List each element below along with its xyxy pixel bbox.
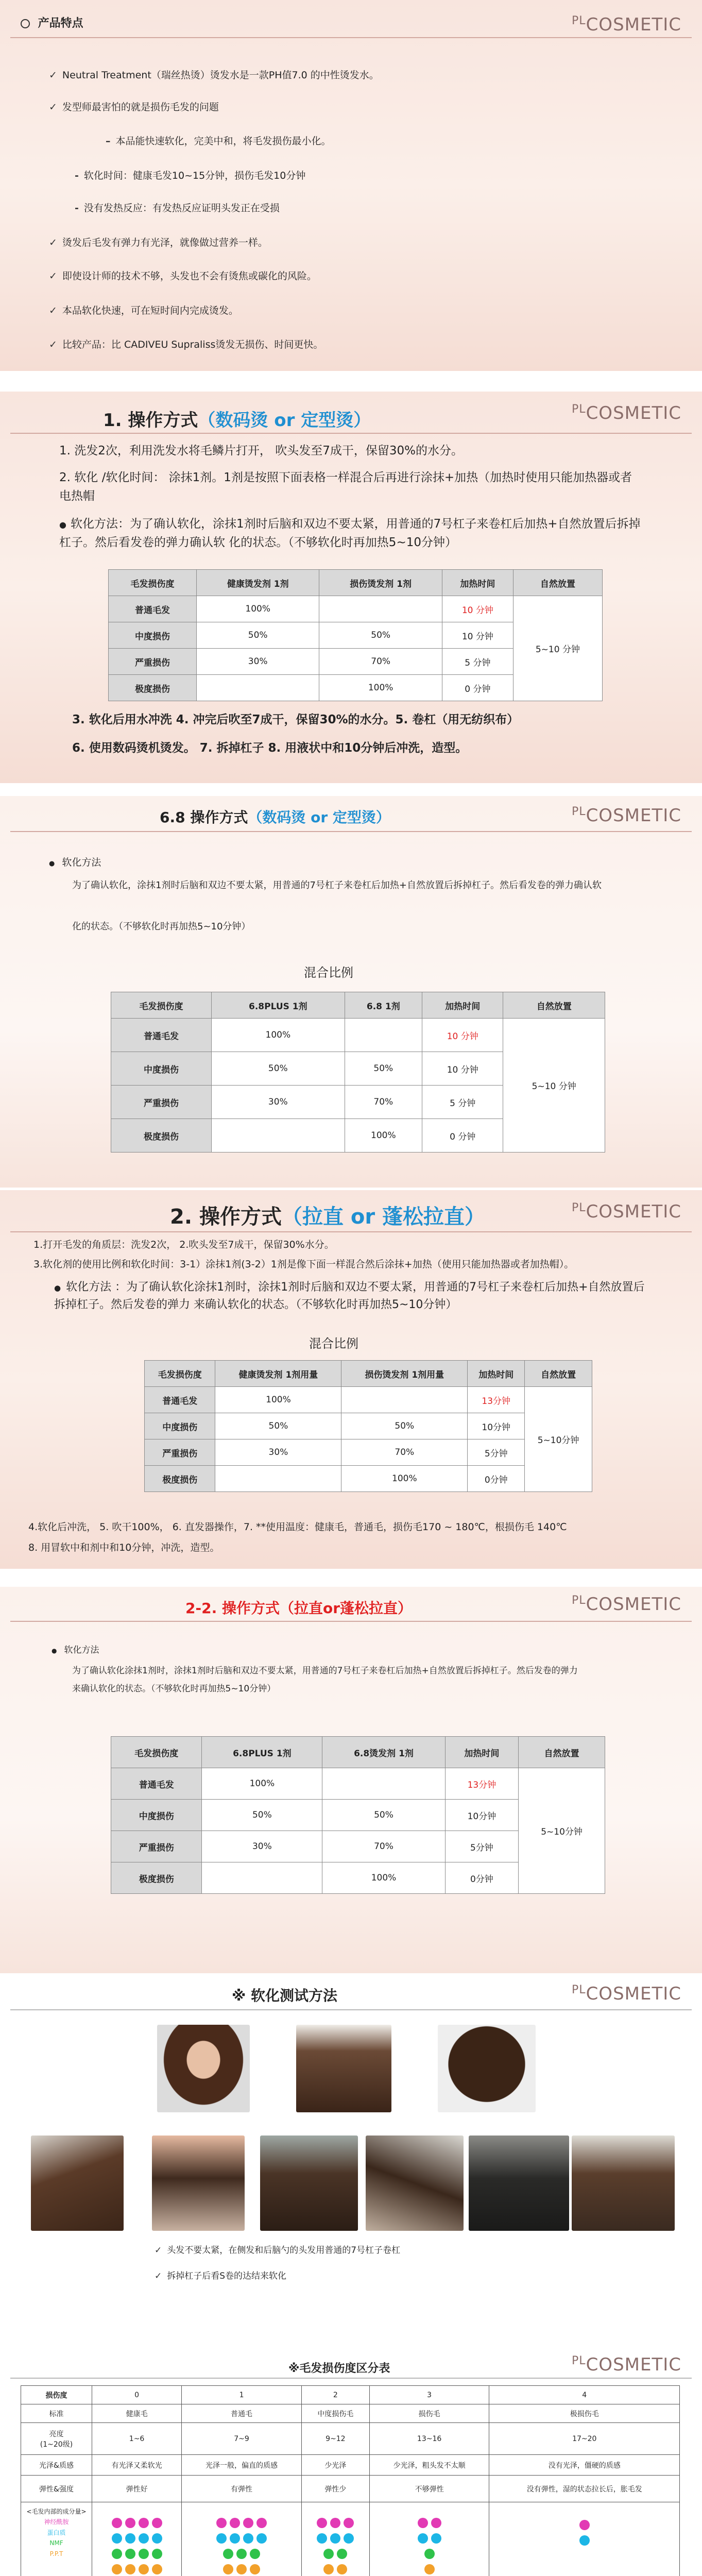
brand-logo: $^{PL}$COSMETIC <box>572 403 681 423</box>
feature-item: – 本品能快速软化，完美中和，将毛发损伤最小化。 <box>106 135 331 147</box>
component-dot <box>579 2535 590 2546</box>
component-dot <box>125 2518 135 2528</box>
section68-panel <box>0 796 702 1188</box>
section68-divider <box>10 831 692 832</box>
dot-row <box>370 2547 489 2563</box>
mix-table-68: 毛发损伤度 6.8PLUS 1剂 6.8 1剂 加热时间 自然放置 普通毛发 100% 10 分钟 5~10 分钟 中度损伤 50% 50% 10 分钟 严重损伤 30% 70% 5 分钟 极度损伤 100% 0 分钟 <box>111 992 605 1153</box>
component-dot <box>256 2533 267 2544</box>
section2-after: 8. 用冒软中和剂中和10分钟，冲洗，造型。 <box>28 1542 220 1553</box>
brand-logo: $^{PL}$COSMETIC <box>572 14 681 35</box>
component-dot <box>216 2518 227 2528</box>
test-divider <box>10 2009 692 2010</box>
section1-step: 2. 软化 /软化时间： 涂抹1剂。1剂是按照下面表格一样混合后再进行涂抹+加热（加热时使用只能加热器或者电热帽 <box>59 471 632 503</box>
section1-step: 1. 洗发2次，利用洗发水将毛鳞片打开， 吹头发至7成干，保留30%的水分。 <box>59 444 463 457</box>
feature-item: - 软化时间：健康毛发10~15分钟，损伤毛发10分钟 <box>75 170 306 181</box>
rolling-photo-4 <box>366 2136 464 2231</box>
damage-table: 损伤度 0 1 2 3 4 标准 健康毛 普通毛 中度损伤毛 损伤毛 极损伤毛 亮度 (1~20级) 1~6 7~9 9~12 13~16 17~20 光泽&质感 有光泽又柔软光 光泽一般，偏直的质感 少光泽 少光泽，粗头发不太顺 没有光泽，僵硬的质感 弹性&强度 弹性好 有弹性 弹性少 不够弹性 没有弹性，湿的状态拉长后，胀毛发 <毛发内部的成分量> 神经酰胺 蛋白质 NMF P.P.T <box>21 2385 680 2576</box>
component-dot <box>579 2520 590 2530</box>
component-dot <box>139 2549 149 2559</box>
features-title: 产品特点 <box>38 17 83 30</box>
hair-wave-photo <box>438 2025 536 2112</box>
component-dot <box>431 2518 441 2528</box>
section22-title: 2-2. 操作方式（拉直or蓬松拉直） <box>185 1600 413 1617</box>
hair-back-photo <box>296 2025 391 2112</box>
component-dot <box>250 2549 260 2559</box>
rolling-photo-1 <box>31 2136 124 2231</box>
section2-divider <box>10 1231 692 1232</box>
section22-para: 来确认软化的状态。（不够软化时再加热5~10分钟） <box>72 1684 276 1694</box>
component-dot <box>330 2518 340 2528</box>
dot-row <box>302 2563 369 2576</box>
component-dots <box>92 2502 182 2576</box>
feature-item: ✓ 即使设计师的技术不够，头发也不会有烫焦或碳化的风险。 <box>49 270 317 282</box>
component-dot <box>323 2549 334 2559</box>
dot-row <box>93 2547 181 2563</box>
test-panel <box>0 1973 702 2308</box>
feature-item: ✓ 比较产品：比 CADIVEU Supraliss烫发无损伤、时间更快。 <box>49 339 323 350</box>
section1-step: 6. 使用数码烫机烫发。 7. 拆掉杠子 8. 用液状中和10分钟后冲洗，造型。 <box>72 741 468 755</box>
section1-method: ● 软化方法：为了确认软化，涂抹1剂时后脑和双边不要太紧，用普通的7号杠子来卷杠后加热+自然放置后拆掉杠子。然后看发卷的弹力确认软 化的状态。（不够软化时再加热5~10分钟） <box>59 517 641 549</box>
dot-row <box>370 2516 489 2532</box>
section1-step: 3. 软化后用水冲洗 4. 冲完后吹至7成干，保留30%的水分。5. 卷杠（用无纺织布） <box>72 713 519 726</box>
component-dot <box>112 2518 122 2528</box>
dot-row <box>93 2532 181 2547</box>
mix-table-2: 毛发损伤度 健康烫发剂 1剂用量 损伤烫发剂 1剂用量 加热时间 自然放置 普通毛发 100% 13分钟 5~10分钟 中度损伤 50% 50% 10分钟 严重损伤 30% 70% 5分钟 极度损伤 100% 0分钟 <box>144 1360 592 1492</box>
feature-item: ✓ 本品软化快速，可在短时间内完成烫发。 <box>49 305 238 316</box>
component-dot <box>152 2533 162 2544</box>
section22-bullet: ● 软化方法 <box>52 1645 99 1655</box>
component-dot <box>337 2564 347 2574</box>
check-icon: ✓ <box>155 2245 162 2256</box>
dot-row <box>302 2516 369 2532</box>
check-icon: ✓ <box>49 101 57 113</box>
component-dot <box>230 2518 240 2528</box>
circle-icon <box>21 19 30 28</box>
section2-panel <box>0 1190 702 1569</box>
component-dots <box>489 2502 680 2576</box>
component-dots <box>369 2502 489 2576</box>
component-dot <box>125 2564 135 2574</box>
brand-logo: $^{PL}$COSMETIC <box>572 1594 681 1615</box>
section2-step: 1.打开毛发的角质层：洗发2次， 2.吹头发至7成干，保留30%水分。 <box>33 1239 334 1250</box>
features-panel <box>0 0 702 371</box>
component-dots <box>182 2502 302 2576</box>
dot-row <box>182 2532 301 2547</box>
damage-divider <box>10 2378 692 2379</box>
check-icon: ✓ <box>49 70 57 81</box>
component-dot <box>243 2518 253 2528</box>
features-title-bar <box>21 14 83 30</box>
rolling-photo-2 <box>152 2136 245 2231</box>
dot-row <box>93 2563 181 2576</box>
features-divider <box>10 37 692 38</box>
component-dot <box>152 2564 162 2574</box>
component-dot <box>344 2533 354 2544</box>
mix-table-68-title: 混合比例 <box>304 965 353 980</box>
component-dot <box>330 2533 340 2544</box>
rolling-photo-3 <box>260 2136 358 2231</box>
legend-cell: <毛发内部的成分量> 神经酰胺 蛋白质 NMF P.P.T <box>21 2502 92 2576</box>
brand-logo: $^{PL}$COSMETIC <box>572 805 681 826</box>
component-dot <box>344 2518 354 2528</box>
component-dot <box>317 2518 327 2528</box>
component-dot <box>418 2533 428 2544</box>
section68-title: 6.8 操作方式（数码烫 or 定型烫） <box>160 809 390 826</box>
dot-row <box>490 2534 679 2549</box>
dot-row <box>490 2518 679 2534</box>
check-icon: ✓ <box>49 270 57 282</box>
brand-logo: $^{PL}$COSMETIC <box>572 1201 681 1222</box>
section2-method: ● 软化方法 ：为了确认软化涂抹1剂时，涂抹1剂时后脑和双边不要太紧，用普通的7号杠子来卷杠后加热+自然放置后拆掉杠子。然后发卷的弹力 来确认软化的状态。（不够软化时再加热5~10分钟） <box>54 1281 645 1312</box>
mannequin-photo <box>157 2025 250 2112</box>
component-dot <box>337 2549 347 2559</box>
component-dot <box>243 2533 253 2544</box>
mix-table-22: 毛发损伤度 6.8PLUS 1剂 6.8烫发剂 1剂 加热时间 自然放置 普通毛发 100% 13分钟 5~10分钟 中度损伤 50% 50% 10分钟 严重损伤 30% 70% 5分钟 极度损伤 100% 0分钟 <box>111 1736 605 1894</box>
component-dots <box>301 2502 369 2576</box>
section1-panel <box>0 392 702 783</box>
feature-item: ✓ 烫发后毛发有弹力有光泽，就像做过营养一样。 <box>49 237 268 248</box>
damage-title: ※毛发损伤度区分表 <box>288 2362 390 2375</box>
feature-item: ✓ Neutral Treatment（瑞丝热烫）烫发水是一款PH值7.0 的中性烫发水。 <box>49 70 379 81</box>
test-note: ✓ 拆掉杠子后看S卷的达结来软化 <box>155 2271 287 2281</box>
dot-row <box>302 2532 369 2547</box>
feature-item: ✓ 发型师最害怕的就是损伤毛发的问题 <box>49 101 219 113</box>
component-dot <box>125 2533 135 2544</box>
section1-title: 1. 操作方式（数码烫 or 定型烫） <box>103 410 371 431</box>
component-dot <box>112 2564 122 2574</box>
component-dot <box>236 2549 247 2559</box>
component-dot <box>152 2518 162 2528</box>
test-title: ※ 软化测试方法 <box>232 1987 337 2004</box>
mix-table-2-title: 混合比例 <box>309 1336 358 1351</box>
section22-divider <box>10 1621 692 1622</box>
component-dot <box>216 2533 227 2544</box>
check-icon: ✓ <box>155 2271 162 2281</box>
component-dot <box>223 2564 233 2574</box>
dot-row <box>370 2532 489 2547</box>
component-dot <box>223 2549 233 2559</box>
check-icon: ✓ <box>49 305 57 316</box>
feature-item: - 没有发热反应：有发热反应证明头发正在受损 <box>75 202 280 214</box>
section2-title: 2. 操作方式（拉直 or 蓬松拉直） <box>170 1205 486 1229</box>
component-dot <box>125 2549 135 2559</box>
section22-panel <box>0 1587 702 1973</box>
section2-after: 4.软化后冲洗， 5. 吹干100%， 6. 直发器操作，7. **使用温度：健康毛，普通毛，损伤毛170 ~ 180℃，根损伤毛 140℃ <box>28 1521 567 1533</box>
check-icon: ✓ <box>49 339 57 350</box>
component-dot <box>139 2518 149 2528</box>
component-dot <box>250 2564 260 2574</box>
component-dot <box>139 2533 149 2544</box>
dot-row <box>182 2547 301 2563</box>
mix-table-1: 毛发损伤度 健康烫发剂 1剂 损伤烫发剂 1剂 加热时间 自然放置 普通毛发 100% 10 分钟 5~10 分钟 中度损伤 50% 50% 10 分钟 严重损伤 30% 70% 5 分钟 极度损伤 100% 0 分钟 <box>108 569 603 701</box>
component-dot <box>152 2549 162 2559</box>
component-dot <box>323 2564 334 2574</box>
component-dot <box>256 2518 267 2528</box>
check-icon: ✓ <box>49 237 57 248</box>
section68-para: 为了确认软化，涂抹1剂时后脑和双边不要太紧，用普通的7号杠子来卷杠后加热+自然放置后拆掉杠子。然后看发卷的弹力确认软 <box>72 880 602 891</box>
component-dot <box>424 2564 435 2574</box>
dot-row <box>302 2547 369 2563</box>
dot-row <box>182 2563 301 2576</box>
rolling-photo-5 <box>469 2136 569 2231</box>
section2-step: 3.软化剂的使用比例和软化时间：3-1）涂抹1剂(3-2）1剂是像下面一样混合然后涂抹+加热（使用只能加热器或者加热帽）。 <box>33 1259 574 1270</box>
component-dot <box>424 2549 435 2559</box>
component-dot <box>230 2533 240 2544</box>
damage-panel <box>0 2308 702 2576</box>
component-dot <box>112 2549 122 2559</box>
dot-row <box>370 2563 489 2576</box>
dot-row <box>93 2516 181 2532</box>
dot-row <box>490 2549 679 2563</box>
section1-divider <box>10 433 692 434</box>
test-note: ✓ 头发不要太紧，在侧发和后脑勺的头发用普通的7号杠子卷杠 <box>155 2245 401 2256</box>
component-dot <box>317 2533 327 2544</box>
section68-bullet: ● 软化方法 <box>49 857 101 868</box>
component-dot <box>139 2564 149 2574</box>
rolling-photo-6 <box>572 2136 675 2231</box>
dot-row <box>490 2563 679 2576</box>
section22-para: 为了确认软化涂抹1剂时，涂抹1剂时后脑和双边不要太紧，用普通的7号杠子来卷杠后加热+自然放置后拆掉杠子。然后发卷的弹力 <box>72 1666 578 1676</box>
dot-row <box>182 2516 301 2532</box>
brand-logo: $^{PL}$COSMETIC <box>572 1984 681 2004</box>
brand-logo: $^{PL}$COSMETIC <box>572 2354 681 2375</box>
component-dot <box>431 2533 441 2544</box>
component-dot <box>112 2533 122 2544</box>
section68-para: 化的状态。（不够软化时再加热5~10分钟） <box>72 921 251 932</box>
component-dot <box>236 2564 247 2574</box>
component-dot <box>418 2518 428 2528</box>
